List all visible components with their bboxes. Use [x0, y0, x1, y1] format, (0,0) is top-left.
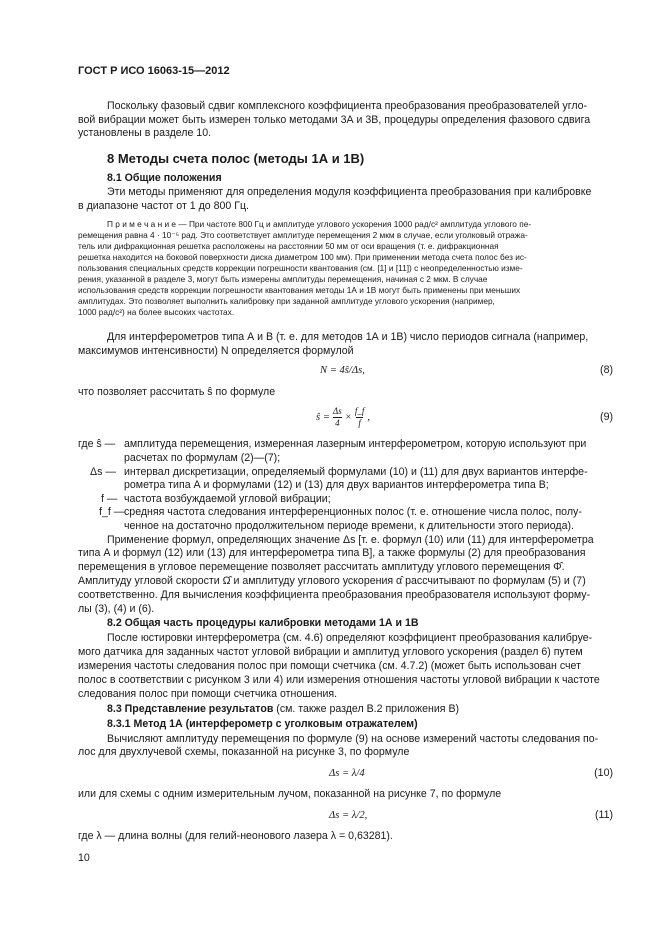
para-single-beam: или для схемы с одним измерительным лучом, показанной на рисунке 7, по формуле	[78, 788, 502, 800]
s831-line: лос для двухлучевой схемы, показанной на рисунке 3, по формуле	[78, 746, 410, 758]
s831-line: Вычисляют амплитуду перемещения по формуле (9) на основе измерений частоты следования по-	[107, 733, 599, 745]
formula-9	[316, 402, 370, 432]
formula-8-number: (8)	[600, 364, 613, 376]
s82-line: следования полос при помощи счетчика отношения.	[78, 688, 338, 700]
where-ds-def: рометра типа А и формулами (12) и (13) для двух вариантов интерферометра типа В;	[124, 479, 549, 491]
where-ds-def: интервал дискретизации, определяемый формулами (10) и (11) для двух вариантов интерфе-	[124, 466, 588, 478]
fraction-denominator: 4	[335, 417, 340, 428]
para-s: что позволяет рассчитать ŝ по формуле	[78, 386, 276, 398]
where-ds-symbol: Δs —	[90, 466, 116, 478]
note-line: тель или дифракционная решетка расположены на расстоянии 50 мм от оси вращения (т. е. дифракционная	[78, 241, 499, 251]
formula-10-number: (10)	[594, 767, 613, 779]
subsection-8-3-title: 8.3 Представление результатов	[107, 703, 274, 715]
formula-9-fraction-2	[355, 406, 365, 429]
formula-9-lhs: ŝ =	[316, 411, 330, 423]
note-line: использования средств коррекции погрешности квантования методы 1А и 1В могут быть применены при меньших	[78, 285, 521, 295]
formula-9-tail: ,	[367, 411, 371, 423]
where-f-def: частота возбуждаемой угловой вибрации;	[124, 493, 331, 505]
where-s-def: расчетах по формулам (2)—(7);	[124, 452, 281, 464]
s82-line: После юстировки интерферометра (см. 4.6) определяют коэффициент преобразования калибруе-	[107, 632, 593, 644]
s82-line: измерения частоты следования полос при помощи счетчика (см. 4.7.2) (может быть использован счет	[78, 660, 581, 672]
formula-8: N = 4ŝ/Δs,	[320, 365, 365, 376]
formula-9-number: (9)	[600, 411, 613, 423]
intf-line: Для интерферометров типа А и В (т. е. для методов 1А и 1В) число периодов сигнала (например,	[107, 331, 589, 343]
subsection-8-2-title: 8.2 Общая часть процедуры калибровки методами 1А и 1В	[107, 617, 419, 629]
document-header: ГОСТ Р ИСО 16063-15—2012	[78, 65, 230, 77]
formula-9-fraction-1	[333, 406, 342, 429]
note-line: амплитудах. Это позволяет выполнить калибровку при заданной амплитуде углового ускорения (например,	[78, 296, 495, 306]
note-line: ремещения равна 4 · 10⁻⁵ рад. Это соответствует амплитуде перемещения 2 мкм в случае, если уголковый отража-	[78, 230, 528, 240]
s81-line: Эти методы применяют для определения модуля коэффициента преобразования при калибровке	[107, 186, 592, 198]
subsection-8-3	[107, 703, 459, 716]
note-line: При частоте 800 Гц и амплитуде углового ускорения 1000 рад/с² амплитуда углового пе-	[188, 219, 532, 229]
note-first-line	[107, 219, 531, 230]
formula-11: Δs = λ/2,	[329, 810, 368, 821]
where-ff-def: ченное на достаточно продолжительном периоде времени, к длительности этого периода).	[124, 520, 574, 532]
s82-line: полос в соответствии с рисунком 3 или 4) или измерения отношения частоты угловой вибрации к частоте	[78, 674, 600, 686]
note-line: решетка находится на боковой поверхности диска диаметром 100 мм). При применении метода счета полос без ис-	[78, 252, 527, 262]
apply-line: лы (3), (4) и (6).	[78, 603, 155, 615]
fraction-numerator: Δs	[332, 405, 342, 416]
formula-10: Δs = λ/4	[329, 768, 365, 779]
note-line: рения, указанной в разделе 3, могут быть измерены амплитуды перемещения, начиная с 2 мкм. В случае	[78, 274, 488, 284]
formula-9-times: ×	[344, 411, 352, 423]
page-number: 10	[78, 852, 90, 864]
where-s-def: амплитуда перемещения, измеренная лазерным интерферометром, которую используют при	[124, 438, 587, 450]
apply-line: типа А и формул (12) или (13) для интерферометра типа В], а также формулы (2) для преобразования	[78, 547, 586, 559]
intf-line: максимумов интенсивности) N определяется формулой	[78, 345, 354, 357]
apply-line: соответственно. Для вычисления коэффициента преобразования преобразователя используют форму-	[78, 589, 591, 601]
intro-line: вой вибрации может быть измерен только методами 3А и 3В, процедуры определения фазового сдвига	[78, 114, 591, 126]
s81-line: в диапазоне частот от 1 до 800 Гц.	[78, 200, 249, 212]
s82-line: мого датчика для заданных частот угловой вибрации и амплитуд углового ускорения (раздел 6) путем	[78, 646, 583, 658]
lambda-definition: где λ — длина волны (для гелий-неонового лазера λ = 0,63281).	[78, 830, 393, 842]
apply-line: перемещения в угловое перемещение позволяет рассчитать амплитуду углового перемещения Φ̂.	[78, 561, 565, 573]
apply-line: Применение формул, определяющих значение Δs [т. е. формул (10) или (11) для интерферометра	[107, 534, 594, 546]
fraction-denominator: f	[358, 417, 361, 428]
where-s-symbol: где ŝ —	[78, 438, 116, 450]
note-line: 1000 рад/с²) на более высоких частотах.	[78, 307, 235, 317]
note-label: П р и м е ч а н и е —	[107, 219, 187, 229]
where-ff-def: средняя частота следования интерференционных полос (т. е. отношение числа полос, полу-	[124, 506, 582, 518]
subsection-8-1-title: 8.1 Общие положения	[107, 172, 222, 184]
apply-line: Амплитуду угловой скорости Ω̂ и амплитуду углового ускорения α̂ рассчитывают по формулам (5) и (7)	[78, 575, 586, 587]
intro-line: Поскольку фазовый сдвиг комплексного коэффициента преобразования преобразователей угло-	[107, 100, 588, 112]
fraction-numerator: f_f	[354, 405, 365, 416]
intro-line: установлены в разделе 10.	[78, 127, 212, 139]
section-8-title: 8 Методы счета полос (методы 1А и 1В)	[107, 151, 365, 166]
where-f-symbol: f —	[101, 493, 118, 505]
subsection-8-3-tail: (см. также раздел В.2 приложения В)	[273, 703, 460, 715]
note-line: пользования специальных средств коррекции погрешности квантования (см. [1] и [11]) с неопределенностью изме-	[78, 263, 523, 273]
subsection-8-3-1-title: 8.3.1 Метод 1А (интерферометр с уголковым отражателем)	[107, 718, 418, 730]
formula-11-number: (11)	[594, 809, 613, 821]
where-ff-symbol: f_f —	[99, 506, 125, 518]
